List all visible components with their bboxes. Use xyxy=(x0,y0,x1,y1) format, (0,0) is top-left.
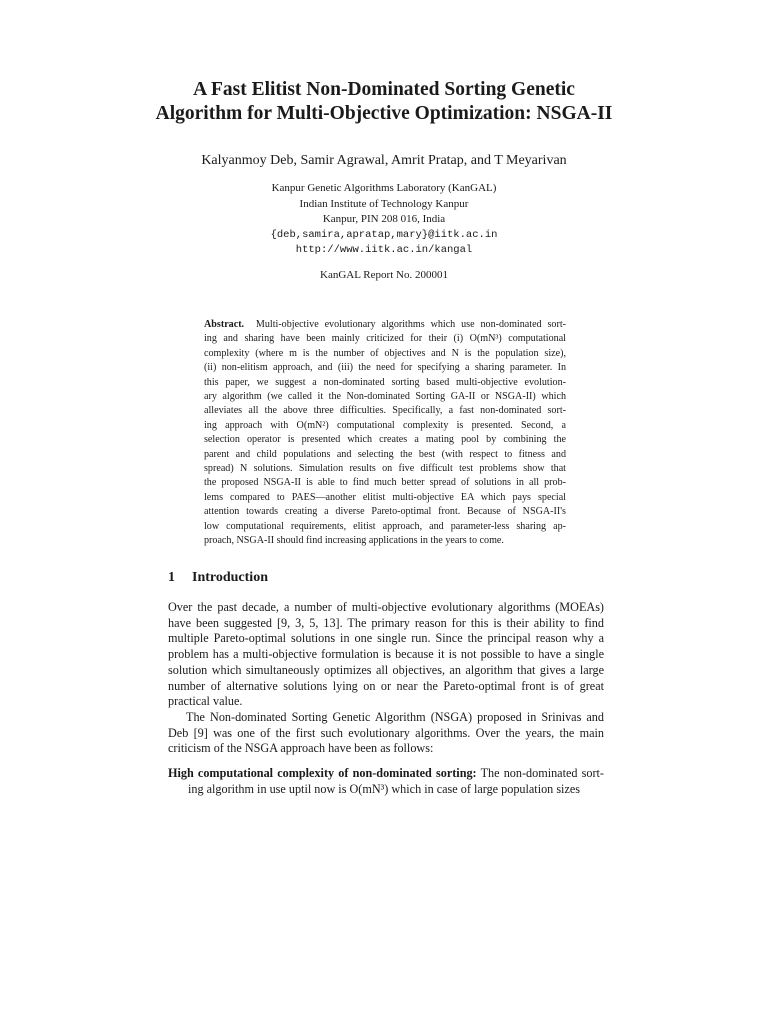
abstract-line: complexity (where m is the number of objectives and N is the population size), xyxy=(204,347,566,359)
abstract-line: selection operator is presented which creates a mating pool by combining the xyxy=(204,434,566,446)
paper-title-line-1: A Fast Elitist Non-Dominated Sorting Genetic xyxy=(193,79,575,100)
affiliation-institute: Indian Institute of Technology Kanpur xyxy=(299,197,469,210)
author-emails: {deb,samira,apratap,mary}@iitk.ac.in xyxy=(270,228,498,241)
criticism-item-label: High computational complexity of non-dominated sorting: xyxy=(168,766,477,781)
body-line: The Non-dominated Sorting Genetic Algorithm (NSGA) proposed in Srinivas and xyxy=(186,709,604,724)
paper-title-line-2: Algorithm for Multi-Objective Optimization: NSGA-II xyxy=(155,103,613,124)
abstract-line: ing approach with O(mN²) computational complexity is presented. Second, a xyxy=(204,419,566,431)
paragraph-gap xyxy=(168,757,604,766)
abstract-line: lems compared to PAES—another elitist multi-objective EA which pays special xyxy=(204,491,566,503)
criticism-item-line: ing algorithm in use uptil now is O(mN³) which in case of large population sizes xyxy=(188,781,581,796)
section-heading-introduction xyxy=(168,570,268,586)
affiliation-address: Kanpur, PIN 208 016, India xyxy=(322,213,446,225)
report-number: KanGAL Report No. 200001 xyxy=(320,269,448,281)
abstract-line: spread) N solutions. Simulation results on five difficult test problems show that xyxy=(204,463,566,475)
abstract-line: this paper, we suggest a non-dominated sorting based multi-objective evolution- xyxy=(204,376,566,388)
author-list: Kalyanmoy Deb, Samir Agrawal, Amrit Pratap, and T Meyarivan xyxy=(201,153,567,168)
paper-title xyxy=(100,78,668,126)
criticism-item-line: High computational complexity of non-dominated sorting: The non-dominated sort- xyxy=(168,766,604,781)
abstract-line: ing and sharing have been mainly criticized for their (i) O(mN³) computational xyxy=(204,333,566,345)
abstract-line: attention towards creating a diverse Pareto-optimal front. Because of NSGA-II's xyxy=(204,506,566,518)
abstract-label: Abstract. xyxy=(204,319,245,330)
abstract xyxy=(204,318,566,549)
body-line: problem has a multi-objective formulation is because it is not possible to have a single xyxy=(168,647,604,662)
abstract-line: Abstract. Multi-objective evolutionary algorithms which use non-dominated sort- xyxy=(204,319,566,330)
abstract-line: parent and child populations and selecting the best (with respect to fitness and xyxy=(204,448,566,460)
lab-url: http://www.iitk.ac.in/kangal xyxy=(295,244,473,256)
body-line: practical value. xyxy=(168,694,243,709)
body-line: have been suggested [9, 3, 5, 13]. The primary reason for this is their ability to find xyxy=(168,615,604,630)
body-line: Over the past decade, a number of multi-objective evolutionary algorithms (MOEAs) xyxy=(168,600,604,614)
body-line: criticism of the NSGA approach have been as follows: xyxy=(168,741,434,756)
abstract-line: (ii) non-elitism approach, and (iii) the need for specifying a sharing parameter. In xyxy=(204,362,566,374)
affiliation-lab: Kanpur Genetic Algorithms Laboratory (KanGAL) xyxy=(271,182,497,194)
abstract-line: alleviates all the above three difficulties. Specifically, a fast non-dominated sort- xyxy=(204,405,566,417)
abstract-line: the proposed NSGA-II is able to find much better spread of solutions in all prob- xyxy=(204,477,566,489)
introduction-body xyxy=(168,600,604,797)
affiliation-block xyxy=(150,181,618,259)
section-number: 1 xyxy=(168,570,175,585)
body-line: number of alternative solutions lying on or near the Pareto-optimal front is of great xyxy=(168,678,604,693)
body-line: solution which simultaneously optimizes all objectives, an algorithm that gives a large xyxy=(168,662,604,677)
abstract-line: ary algorithm (we called it the Non-dominated Sorting GA-II or NSGA-II) which xyxy=(204,391,566,403)
body-line: Deb [9] was one of the first such evolutionary algorithms. Over the years, the main xyxy=(168,725,604,740)
abstract-line: low computational requirements, elitist approach, and parameter-less sharing ap- xyxy=(204,520,566,532)
section-title: Introduction xyxy=(192,570,268,585)
abstract-line: proach, NSGA-II should find increasing applications in the years to come. xyxy=(204,535,504,547)
body-line: multiple Pareto-optimal solutions in one single run. Since the principal reason why a xyxy=(168,631,604,646)
